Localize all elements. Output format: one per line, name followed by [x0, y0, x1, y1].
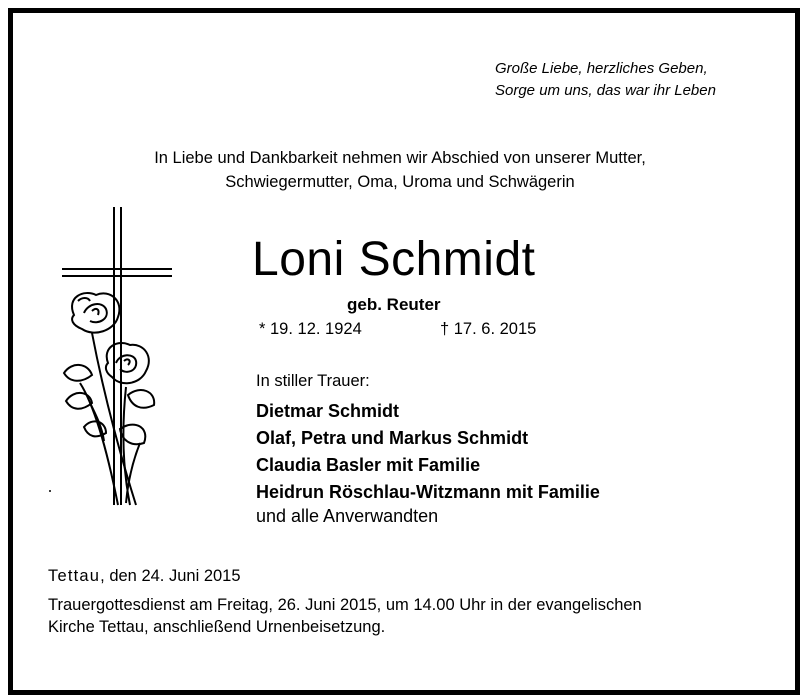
notice-date: , den 24. Juni 2015	[100, 567, 241, 585]
deceased-name: Loni Schmidt	[252, 233, 536, 286]
motto-line-1: Große Liebe, herzliches Geben,	[495, 60, 708, 77]
cross-with-roses-icon	[44, 205, 184, 515]
intro-line-1: In Liebe und Dankbarkeit nehmen wir Abschied von unserer Mutter,	[154, 149, 646, 167]
place-name: Tettau	[48, 567, 101, 585]
mourner-name: Olaf, Petra und Markus Schmidt	[256, 428, 529, 448]
service-line-1: Trauergottesdienst am Freitag, 26. Juni 2015, um 14.00 Uhr in der evangelischen	[48, 596, 642, 614]
mourners-label: In stiller Trauer:	[256, 372, 370, 390]
relatives-line: und alle Anverwandten	[256, 506, 439, 526]
birth-date: * 19. 12. 1924	[259, 320, 362, 338]
service-line-2: Kirche Tettau, anschließend Urnenbeisetzung.	[48, 618, 386, 636]
mourner-name: Dietmar Schmidt	[256, 401, 400, 421]
maiden-name: geb. Reuter	[347, 295, 441, 314]
mourner-name: Claudia Basler mit Familie	[256, 455, 481, 475]
motto-line-2: Sorge um uns, das war ihr Leben	[495, 82, 716, 99]
intro-line-2: Schwiegermutter, Oma, Uroma und Schwägerin	[225, 173, 575, 191]
place-date-line	[48, 565, 241, 587]
death-date: † 17. 6. 2015	[440, 320, 537, 338]
mourner-name: Heidrun Röschlau-Witzmann mit Familie	[256, 482, 600, 502]
